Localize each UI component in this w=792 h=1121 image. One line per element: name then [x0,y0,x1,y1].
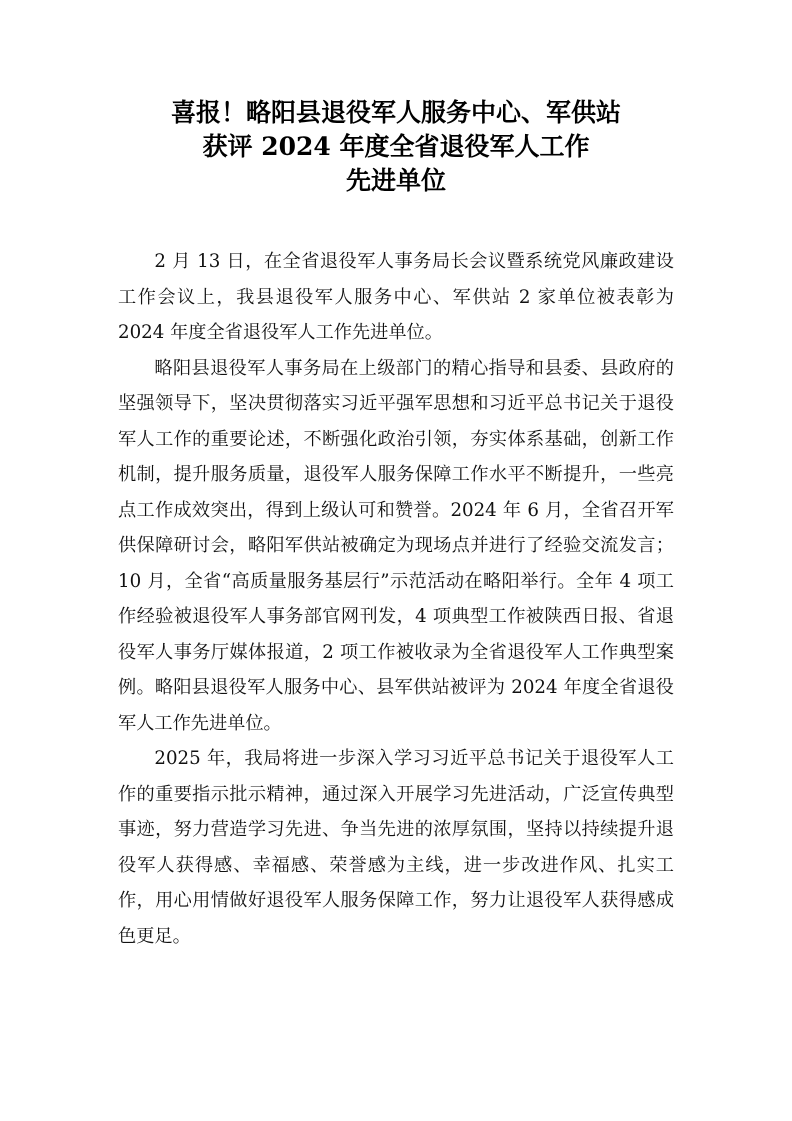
paragraph-2025-plan: 2025 年，我局将进一步深入学习习近平总书记关于退役军人工作的重要指示批示精神，通过深入开展学习先进活动，广泛宣传典型事迹，努力营造学习先进、争当先进的浓厚氛围，坚持以持续提升退役军人获得感、幸福感、荣誉感为主线，进一步改进作风、扎实工作，用心用情做好退役军人服务保障工作，努力让退役军人获得感成色更足。 [118,748,674,947]
paragraph-achievements: 略阳县退役军人事务局在上级部门的精心指导和县委、县政府的坚强领导下，坚决贯彻落实习近平强军思想和习近平总书记关于退役军人工作的重要论述，不断强化政治引领，夯实体系基础，创新工作机制，提升服务质量，退役军人服务保障工作水平不断提升，一些亮点工作成效突出，得到上级认可和赞誉。2024 年 6 月，全省召开军供保障研讨会，略阳军供站被确定为现场点并进行了经验交流发言；10 月，全省“高质量服务基层行”示范活动在略阳举行。全年 4 项工作经验被退役军人事务部官网刊发，4 项典型工作被陕西日报、省退役军人事务厅媒体报道，2 项工作被收录为全省退役军人工作典型案例。略阳县退役军人服务中心、县军供站被评为 2024 年度全省退役军人工作先进单位。 [118,357,674,734]
document-body [118,244,674,954]
title-line-1: 喜报！略阳县退役军人服务中心、军供站 [170,98,621,127]
document-title [100,96,692,198]
paragraph-award-announcement: 2 月 13 日，在全省退役军人事务局长会议暨系统党风廉政建设工作会议上，我县退役军人服务中心、军供站 2 家单位被表彰为 2024 年度全省退役军人工作先进单位。 [118,251,674,343]
title-line-3: 先进单位 [345,166,446,195]
title-line-2: 获评 2024 年度全省退役军人工作 [202,132,590,161]
